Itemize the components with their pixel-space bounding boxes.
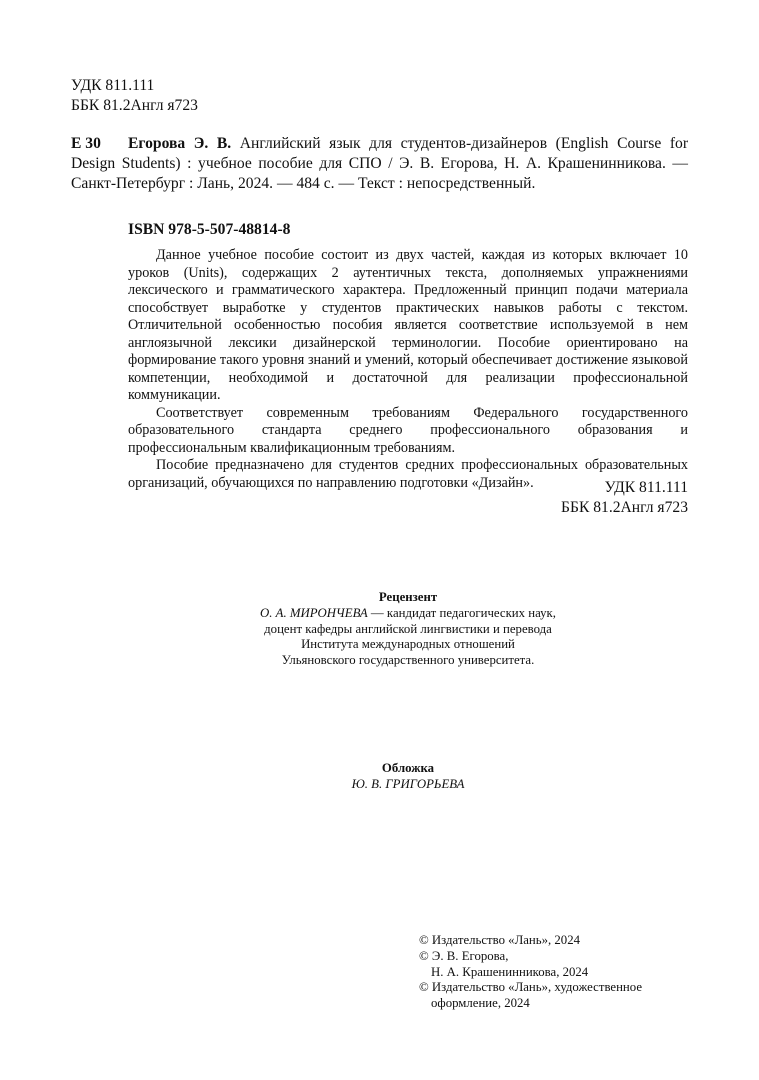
copyright-block	[419, 933, 642, 1012]
isbn: ISBN 978-5-507-48814-8	[128, 221, 291, 238]
reviewer-block	[108, 590, 708, 669]
cover-block	[108, 761, 708, 793]
copyright-line-3: Н. А. Крашенинникова, 2024	[431, 964, 589, 979]
annotation-paragraph: Соответствует современным требованиям Федерального государственного образовательного стандарта среднего профессионального образования и профессиональным квалификационным требованиям.	[128, 404, 688, 456]
annotation	[128, 247, 688, 492]
top-classification-codes	[71, 76, 198, 116]
reviewer-line-2: доцент кафедры английской лингвистики и перевода	[264, 621, 552, 636]
top-bbk: ББК 81.2Англ я723	[71, 97, 198, 114]
copyright-line-2: © Э. В. Егорова,	[419, 948, 509, 963]
top-udk: УДК 811.111	[71, 77, 155, 94]
annotation-paragraph: Пособие предназначено для студентов средних профессиональных образовательных организаций, обучающихся по направлению подготовки «Дизайн».	[128, 457, 688, 491]
copyright-line-1: © Издательство «Лань», 2024	[419, 933, 580, 947]
bottom-bbk: ББК 81.2Англ я723	[561, 499, 688, 516]
bottom-classification-codes	[450, 478, 688, 518]
copyright-line-4: © Издательство «Лань», художественное	[419, 980, 643, 995]
record-author: Егорова Э. В.	[128, 135, 232, 152]
bottom-udk: УДК 811.111	[604, 479, 688, 496]
cover-heading: Обложка	[381, 761, 435, 775]
reviewer-line-3: Института международных отношений	[301, 637, 515, 652]
reviewer-line-4: Ульяновского государственного университета.	[281, 653, 535, 668]
record-description: Английский язык для студентов-дизайнеров (English Course for Design Students) : учебное пособие для СПО / Э. В. Егорова, Н. А. Крашенинникова. — Санкт-Петербург : Лань, 2024. — 484 с. — Текст : непосредственный.	[71, 135, 689, 192]
reviewer-name: О. А. МИРОНЧЕВА	[260, 605, 368, 620]
annotation-paragraph: Данное учебное пособие состоит из двух частей, каждая из которых включает 10 уроков (Units), содержащих 2 аутентичных текста, дополняемых упражнениями лексического и грамматического характера. Предложенный принцип подачи материала способствует выработке у студентов практических навыков работы с текстом. Отличительной особенностью пособия является соответствие используемой в нем англоязычной лексики дизайнерской терминологии. Пособие ориентировано на формирование такого уровня знаний и умений, который обеспечивает достижение языковой компетенции, необходимой и достаточной для реализации профессиональной коммуникации.	[128, 247, 688, 403]
cover-designer: Ю. В. ГРИГОРЬЕВА	[351, 776, 465, 791]
bibliographic-description	[71, 134, 688, 194]
reviewer-heading: Рецензент	[378, 590, 438, 604]
reviewer-degree: — кандидат педагогических наук,	[367, 605, 556, 620]
record-code: Е 30	[71, 135, 101, 152]
copyright-line-5: оформление, 2024	[431, 996, 530, 1011]
reviewer-line-1	[108, 606, 708, 622]
